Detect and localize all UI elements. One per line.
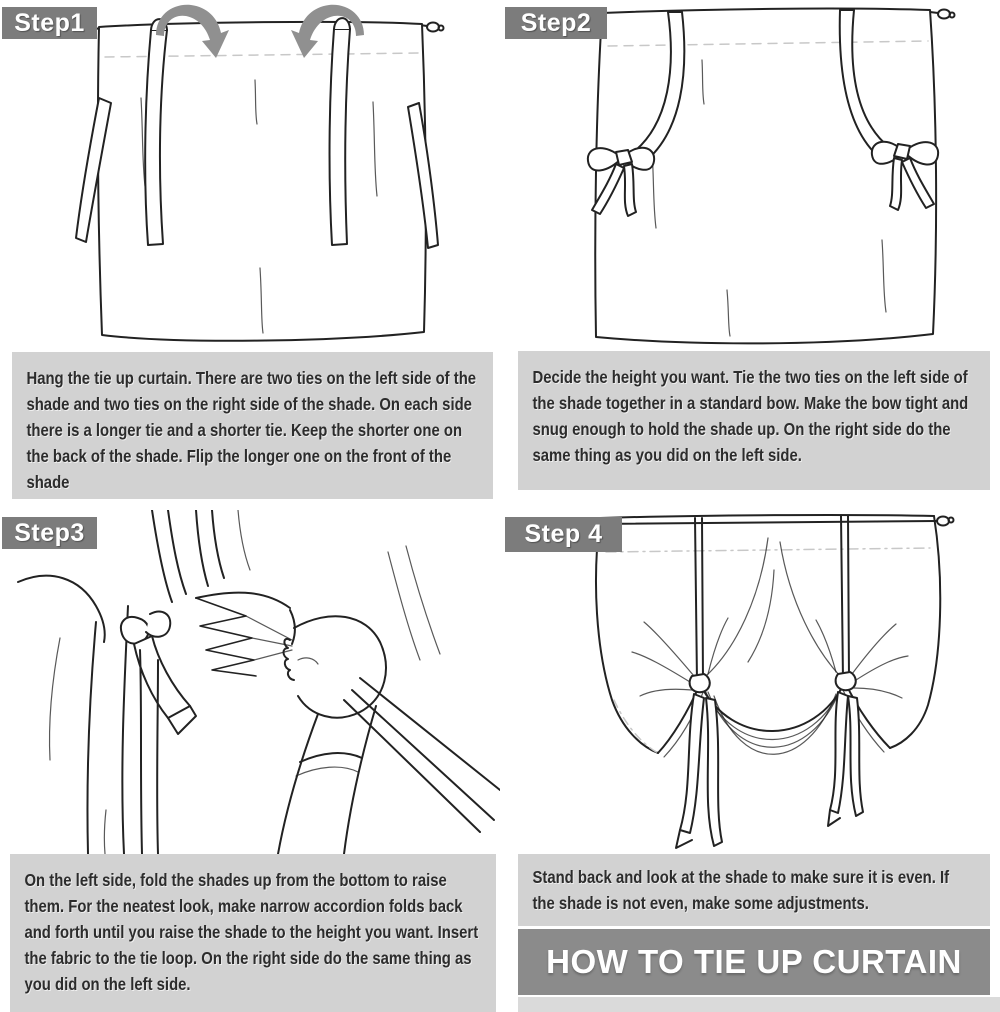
- hanging-tie-tails: [676, 692, 863, 848]
- gather-rays: [632, 538, 908, 698]
- step3-label: [2, 517, 97, 549]
- step3-illustration: [0, 510, 500, 854]
- step4-description-box: [518, 854, 990, 926]
- tie-straps-lower-right: [344, 678, 500, 832]
- curtain-panel: [595, 9, 936, 344]
- step3-description-box: [10, 854, 496, 1012]
- step2-description-box: [518, 351, 990, 490]
- step4-label: [505, 517, 622, 552]
- step1-description-box: [12, 352, 493, 499]
- tie-knot-loop: [121, 612, 196, 854]
- title-banner-text: HOW TO TIE UP CURTAIN: [546, 943, 962, 980]
- step1-illustration: [55, 0, 455, 350]
- step1-label-text: Step1: [14, 8, 85, 37]
- step1-label: [2, 7, 97, 39]
- vertical-tie-straps: [695, 516, 849, 682]
- step4-illustration: [552, 510, 997, 854]
- fabric-sweep-lines: [388, 546, 440, 660]
- shade-outline: [596, 515, 940, 753]
- accordion-folds: [196, 593, 295, 676]
- step4-description: Stand back and look at the shade to make sure it is even. If the shade is not even, make some adjustments.: [532, 867, 950, 913]
- step2-label: [505, 7, 607, 39]
- hanging-fabric-strips: [152, 510, 250, 602]
- step1-description: Hang the tie up curtain. There are two ties on the left side of the shade and two ties on the right side of the shade. On each side there is a longer tie and a shorter tie. Keep the shorter one on the back of the shade. Flip the longer one on the front of the shade: [26, 368, 477, 492]
- curtain-rod: [575, 517, 954, 530]
- step2-label-text: Step2: [520, 8, 592, 37]
- step2-illustration: [552, 0, 992, 350]
- footer-strip: [518, 997, 1000, 1012]
- title-banner: [518, 929, 990, 995]
- step3-description: On the left side, fold the shades up from the bottom to raise them. For the neatest look, make narrow accordion folds back and forth until you raise the shade to the height you want. Insert the fabric to the tie loop. On the right side do the same thing as you did on the left side.: [24, 870, 479, 994]
- step3-label-text: Step3: [14, 518, 85, 547]
- step2-description: Decide the height you want. Tie the two ties on the left side of the shade together in a standard bow. Make the bow tight and snug enough to hold the shade up. On the right side do the same thing as you did on the left side.: [532, 367, 969, 465]
- shade-left-edge: [18, 576, 128, 854]
- knots: [690, 672, 856, 692]
- step4-label-text: Step 4: [524, 520, 603, 548]
- forearm-and-sleeve: [278, 706, 376, 854]
- gripping-hand: [284, 616, 386, 717]
